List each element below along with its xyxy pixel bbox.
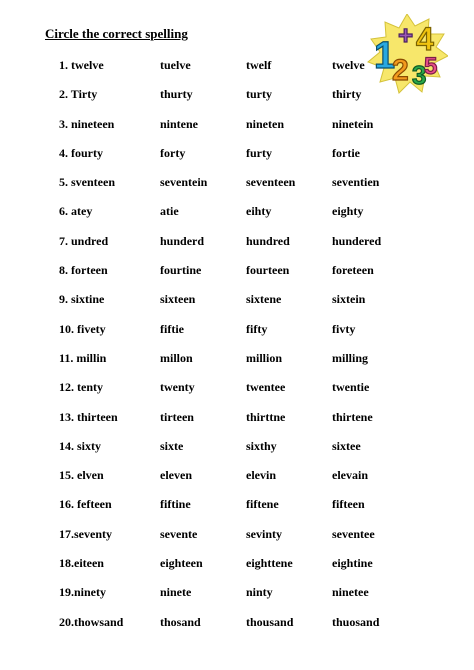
spelling-option[interactable]: sevinty — [246, 526, 282, 541]
spelling-option[interactable]: ninetee — [332, 585, 369, 600]
spelling-option[interactable]: sixteen — [160, 292, 196, 307]
row-label: 3. nineteen — [59, 116, 115, 131]
spelling-option[interactable]: seventee — [332, 526, 375, 541]
row-label: 7. undred — [59, 233, 109, 248]
spelling-option[interactable]: twentee — [246, 380, 286, 395]
row-label: 1. twelve — [59, 58, 104, 72]
spelling-option[interactable]: ninete — [160, 585, 192, 600]
spelling-option[interactable]: seventein — [160, 175, 208, 190]
spelling-option[interactable]: tuelve — [160, 58, 191, 72]
row-label: 20.thowsand — [59, 614, 124, 629]
spelling-option[interactable]: thousand — [246, 614, 294, 629]
spelling-option[interactable]: twelve — [332, 58, 365, 72]
logo-digit-four: 4 — [416, 21, 434, 57]
spelling-row — [0, 437, 474, 466]
spelling-option[interactable]: seventeen — [246, 175, 296, 190]
spelling-row — [0, 202, 474, 231]
spelling-option[interactable]: turty — [246, 87, 272, 102]
spelling-row — [0, 115, 474, 144]
spelling-option[interactable]: elevin — [246, 468, 276, 483]
row-label: 16. fefteen — [59, 497, 112, 512]
spelling-option[interactable]: hundred — [246, 233, 290, 248]
spelling-option[interactable]: milling — [332, 350, 369, 365]
spelling-option[interactable]: fourtine — [160, 263, 202, 278]
row-label: 4. fourty — [59, 145, 103, 160]
spelling-option[interactable]: nintene — [160, 116, 199, 131]
spelling-option[interactable]: fivty — [332, 321, 356, 336]
spelling-option[interactable]: eleven — [160, 468, 192, 483]
spelling-option[interactable]: hundered — [332, 233, 382, 248]
spelling-row — [0, 144, 474, 173]
row-label: 19.ninety — [59, 585, 107, 600]
row-label: 13. thirteen — [59, 409, 118, 424]
spelling-row — [0, 495, 474, 524]
spelling-option[interactable]: hunderd — [160, 233, 205, 248]
spelling-option[interactable]: thirty — [332, 87, 362, 102]
logo-digit-five: 5 — [424, 53, 438, 80]
spelling-option[interactable]: sixtee — [332, 438, 361, 453]
spelling-row — [0, 349, 474, 378]
spelling-option[interactable]: ninetein — [332, 116, 374, 131]
row-label: 15. elven — [59, 468, 104, 483]
spelling-option[interactable]: twentie — [332, 380, 370, 395]
row-label: 11. millin — [59, 350, 107, 365]
spelling-row — [0, 232, 474, 261]
spelling-option[interactable]: thuosand — [332, 614, 380, 629]
row-label: 2. Tirty — [59, 87, 98, 102]
spelling-row — [0, 320, 474, 349]
spelling-option[interactable]: twelf — [246, 58, 272, 72]
spelling-option[interactable]: sevente — [160, 526, 198, 541]
row-label: 5. sventeen — [59, 175, 115, 190]
spelling-option[interactable]: millon — [160, 350, 193, 365]
row-label: 18.eiteen — [59, 556, 104, 571]
spelling-option[interactable]: fortie — [332, 145, 360, 160]
spelling-row — [0, 583, 474, 612]
spelling-rows — [0, 56, 474, 642]
spelling-row — [0, 290, 474, 319]
spelling-option[interactable]: atie — [160, 204, 179, 219]
spelling-option[interactable]: sixte — [160, 438, 184, 453]
row-label: 9. sixtine — [59, 292, 105, 307]
spelling-row — [0, 525, 474, 554]
spelling-option[interactable]: seventien — [332, 175, 380, 190]
spelling-option[interactable]: fiftene — [246, 497, 279, 512]
worksheet-title: Circle the correct spelling — [45, 26, 188, 41]
spelling-option[interactable]: fifteen — [332, 497, 365, 512]
row-label: 6. atey — [59, 204, 93, 219]
spelling-option[interactable]: twenty — [160, 380, 195, 395]
spelling-row — [0, 56, 474, 85]
spelling-option[interactable]: fifty — [246, 321, 268, 336]
spelling-option[interactable]: nineten — [246, 116, 285, 131]
spelling-row — [0, 85, 474, 114]
spelling-option[interactable]: eighteen — [160, 556, 203, 571]
spelling-option[interactable]: fourteen — [246, 263, 290, 278]
row-label: 12. tenty — [59, 380, 103, 395]
spelling-option[interactable]: fiftine — [160, 497, 191, 512]
spelling-option[interactable]: thosand — [160, 614, 201, 629]
spelling-row — [0, 261, 474, 290]
spelling-option[interactable]: sixthy — [246, 438, 277, 453]
spelling-option[interactable]: thirtene — [332, 409, 373, 424]
spelling-option[interactable]: eightine — [332, 556, 373, 571]
spelling-option[interactable]: eighty — [332, 204, 364, 219]
spelling-option[interactable]: tirteen — [160, 409, 194, 424]
spelling-row — [0, 173, 474, 202]
spelling-row — [0, 613, 474, 642]
spelling-option[interactable]: eihty — [246, 204, 272, 219]
spelling-option[interactable]: foreteen — [332, 263, 374, 278]
spelling-row — [0, 554, 474, 583]
logo-digit-one: 1 — [374, 35, 396, 77]
row-label: 10. fivety — [59, 321, 106, 336]
spelling-row — [0, 408, 474, 437]
spelling-option[interactable]: ninty — [246, 585, 273, 600]
row-label: 8. forteen — [59, 263, 108, 278]
spelling-option[interactable]: thirttne — [246, 409, 286, 424]
spelling-option[interactable]: sixtein — [332, 292, 366, 307]
logo-digit-two: 2 — [392, 54, 409, 87]
spelling-option[interactable]: eighttene — [246, 556, 293, 571]
spelling-option[interactable]: million — [246, 350, 283, 365]
logo-plus-sign: + — [398, 20, 414, 50]
row-label: 17.seventy — [59, 526, 112, 541]
spelling-option[interactable]: thurty — [160, 87, 193, 102]
spelling-option[interactable]: furty — [246, 145, 272, 160]
spelling-row — [0, 466, 474, 495]
spelling-option[interactable]: forty — [160, 145, 186, 160]
logo-digit-three: 3 — [412, 60, 427, 90]
spelling-option[interactable]: sixtene — [246, 292, 282, 307]
spelling-row — [0, 378, 474, 407]
spelling-option[interactable]: fiftie — [160, 321, 184, 336]
spelling-option[interactable]: elevain — [332, 468, 368, 483]
row-label: 14. sixty — [59, 438, 101, 453]
